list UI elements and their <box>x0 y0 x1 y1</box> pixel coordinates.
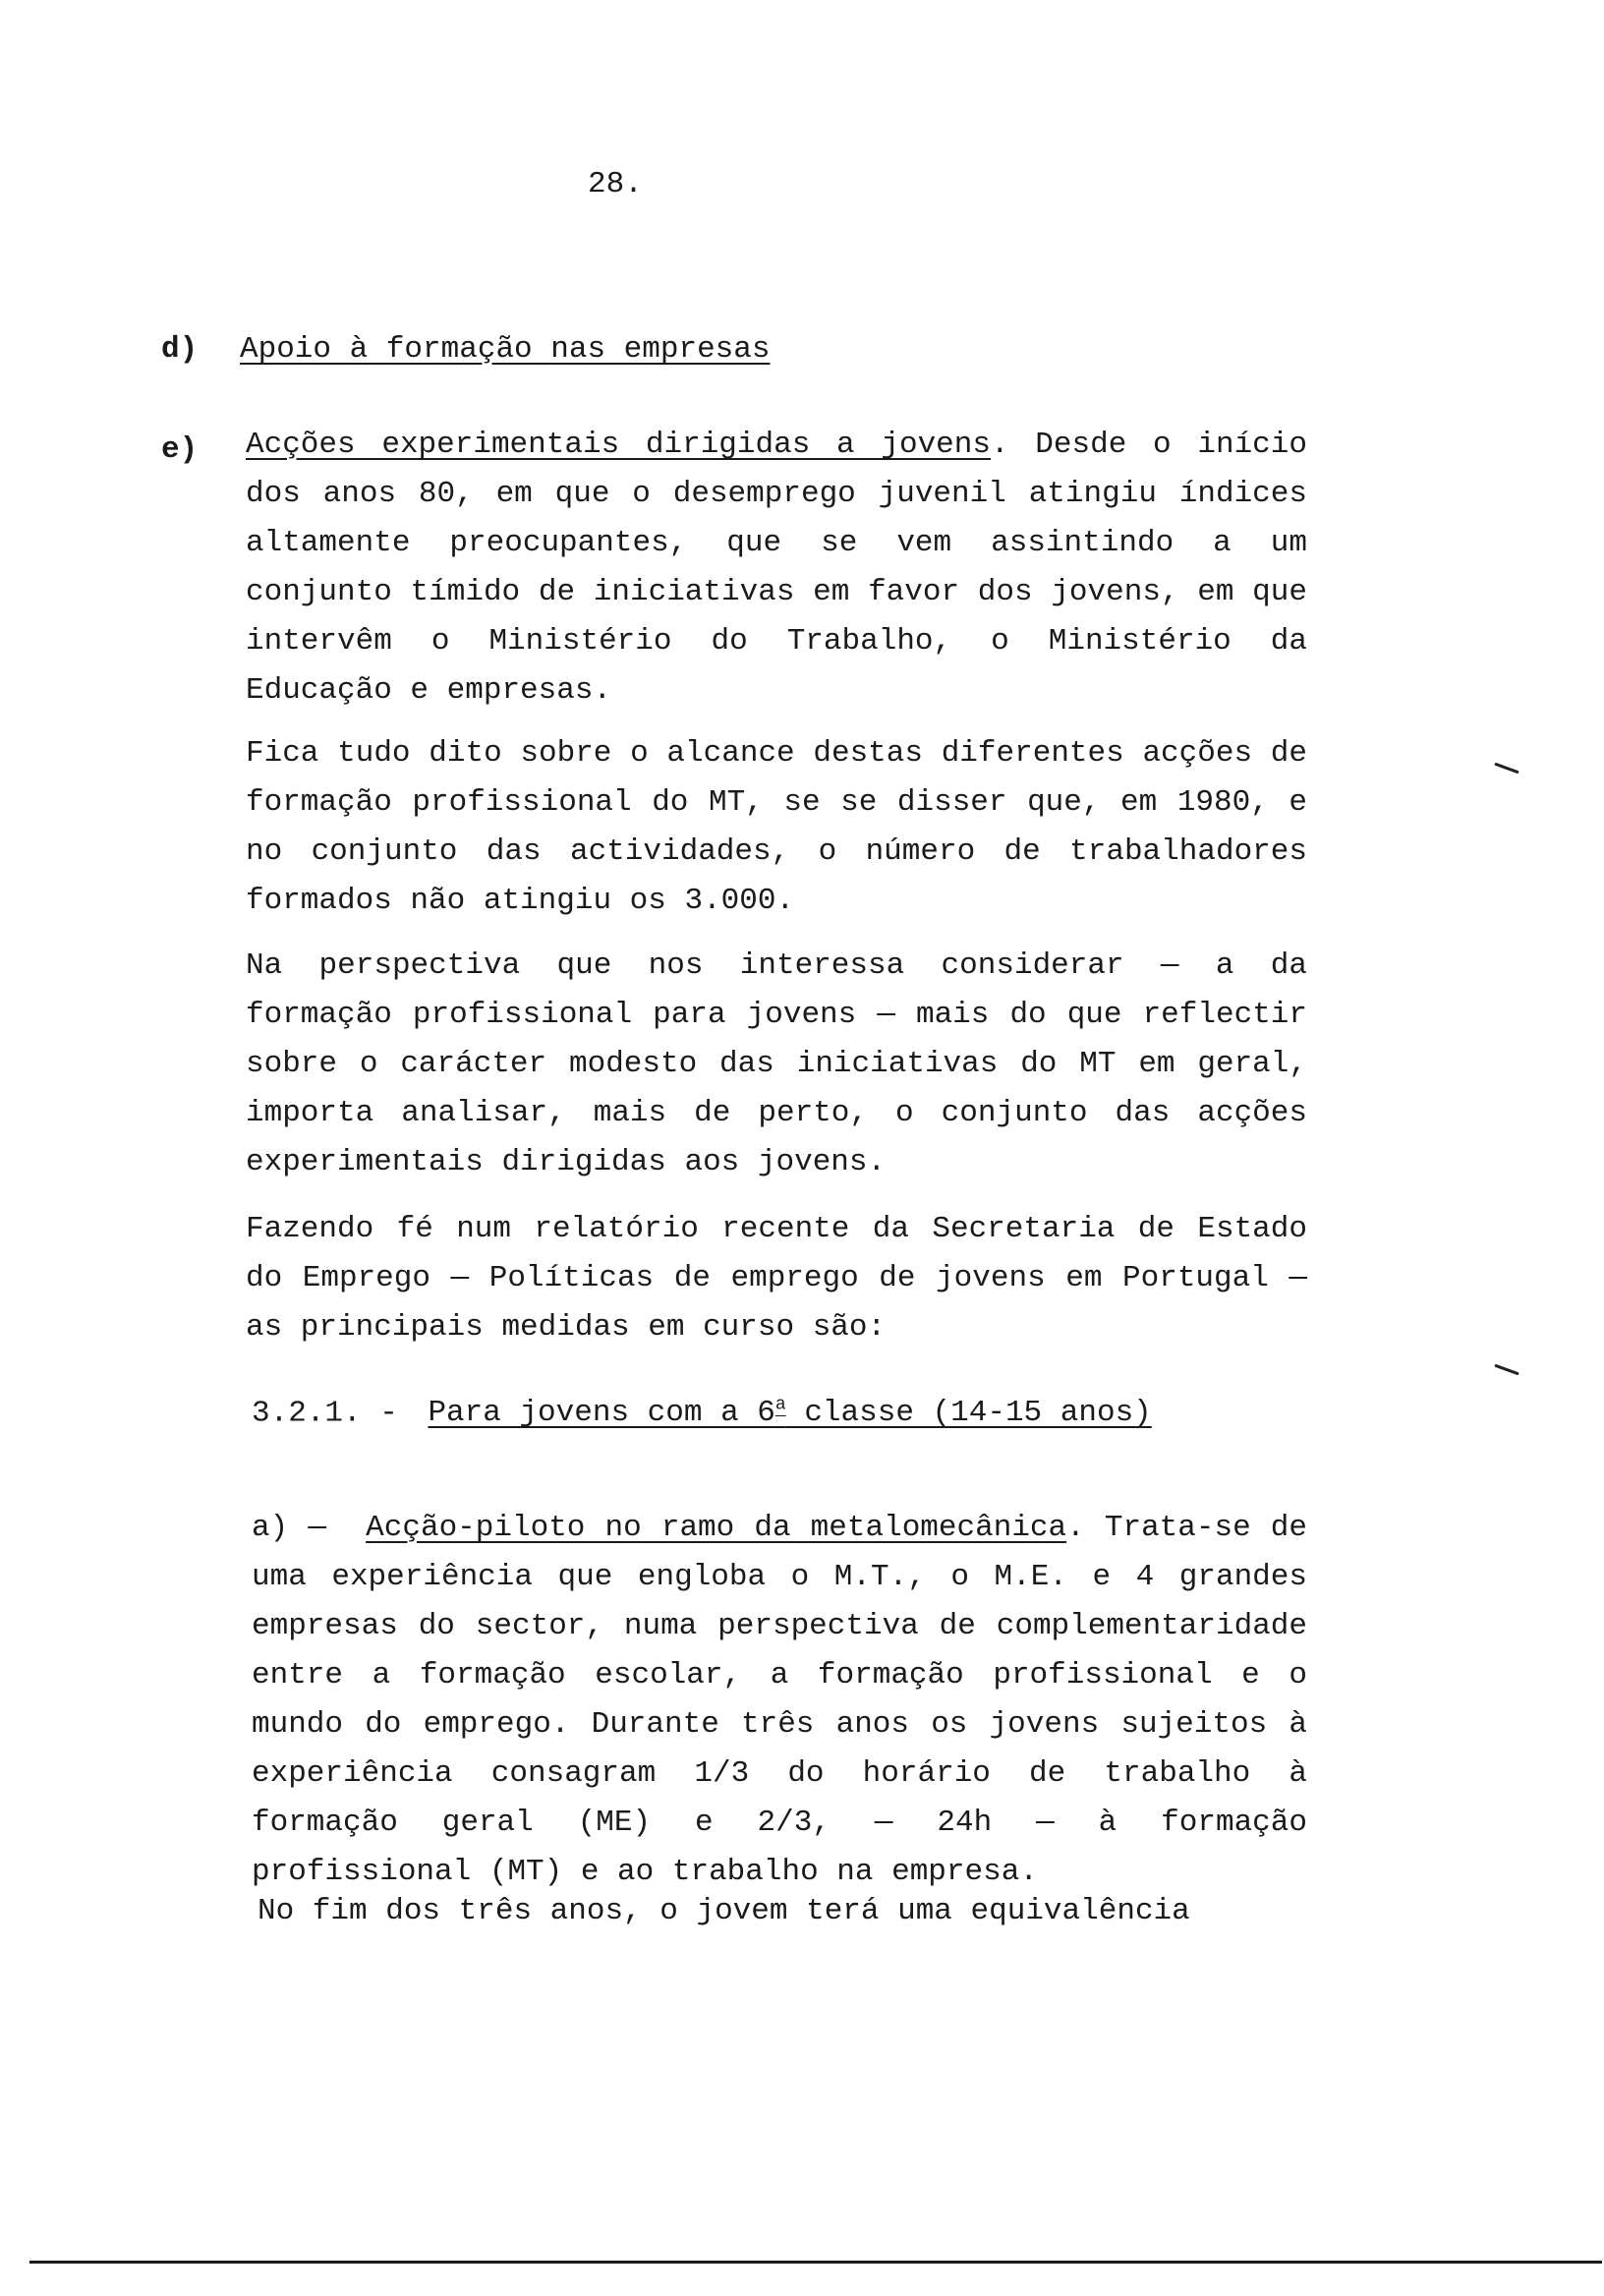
paragraph-1: Fica tudo dito sobre o alcance destas diferentes acções de formação profissional do MT, se se disser que, em 1980, e no conjunto das actividades, o número de trabalhadores formados não atingiu os 3.000. <box>246 736 1307 918</box>
item-a-paragraph <box>252 1504 1307 1897</box>
section-title: Para jovens com a 6$^a$ classe (14-15 anos) <box>428 1396 1152 1431</box>
final-paragraph: No fim dos três anos, o jovem terá uma equivalência <box>258 1894 1190 1928</box>
item-e-text: . Desde o início dos anos 80, em que o desemprego juvenil atingiu índices altamente preocupantes, que se vem assintindo a um conjunto tímido de iniciativas em favor dos jovens, em que intervêm o Ministério do Trabalho, o Ministério da Educação e empresas. <box>246 428 1307 708</box>
item-d-marker: d) <box>161 332 199 367</box>
scan-mark <box>1494 763 1518 775</box>
item-e-title: Acções experimentais dirigidas a jovens <box>246 428 991 462</box>
scan-mark <box>1494 1364 1518 1376</box>
item-d-title: Apoio à formação nas empresas <box>240 332 771 367</box>
ordinal-superscript: a <box>774 1396 786 1415</box>
paragraph-3: Fazendo fé num relatório recente da Secretaria de Estado do Emprego — Políticas de emprego de jovens em Portugal — as principais medidas em curso são: <box>246 1212 1307 1345</box>
item-a-text: . Trata-se de uma experiência que engloba o M.T., o M.E. e 4 grandes empresas do sector, numa perspectiva de complementaridade entre a formação escolar, a formação profissional e o mundo do emprego. Durante três anos os jovens sujeitos à experiência consagram 1/3 do horário de trabalho à formação geral (ME) e 2/3, — 24h — à formação profissional (MT) e ao trabalho na empresa. <box>252 1511 1308 1889</box>
section-heading <box>252 1396 1152 1430</box>
item-e-marker: e) <box>161 432 199 467</box>
item-a-title: Acção-piloto no ramo da metalomecânica <box>366 1511 1067 1545</box>
item-a-marker: a) — <box>252 1511 326 1545</box>
footer-rule <box>29 2261 1602 2264</box>
paragraph-2: Na perspectiva que nos interessa considerar — a da formação profissional para jovens — mais do que reflectir sobre o carácter modesto das iniciativas do MT em geral, importa analisar, mais de perto, o conjunto das acções experimentais dirigidas aos jovens. <box>246 948 1307 1179</box>
item-e-paragraph <box>246 421 1307 716</box>
section-number: 3.2.1. - <box>252 1396 398 1431</box>
page-number: 28. <box>588 167 643 201</box>
